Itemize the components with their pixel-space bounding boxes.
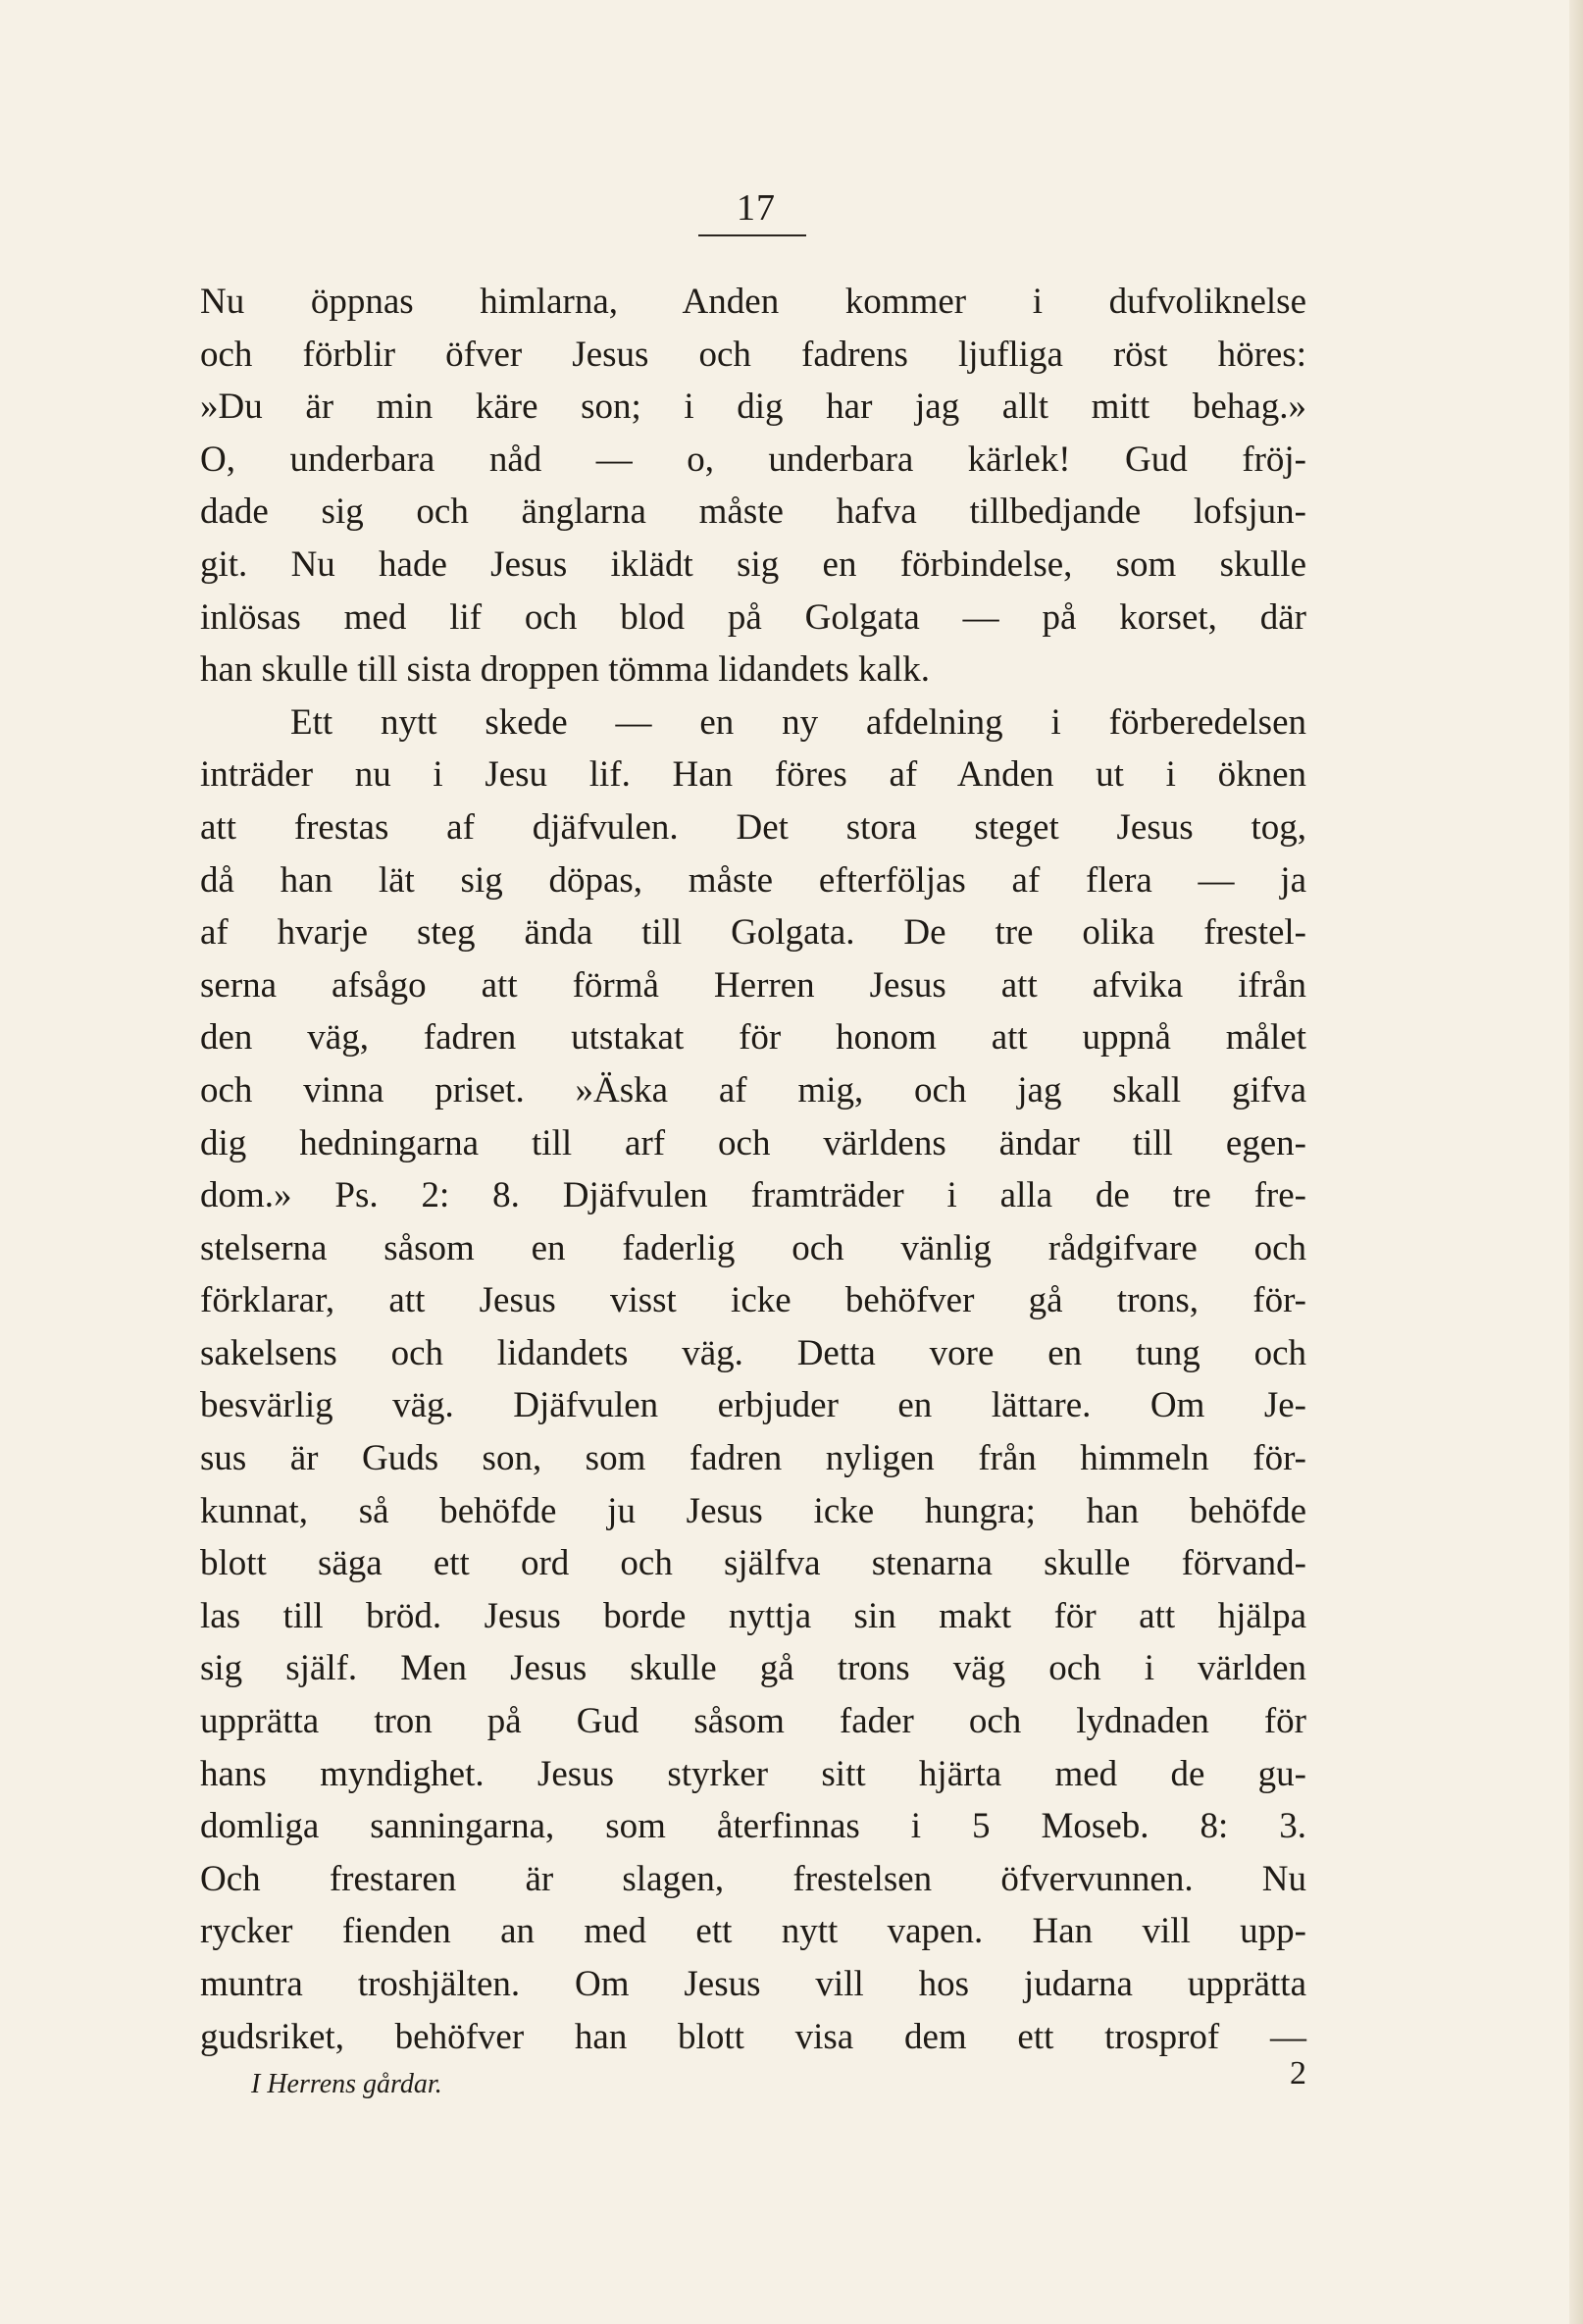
book-title-footer: I Herrens gårdar. bbox=[251, 2069, 442, 2099]
text-line: muntra troshjälten. Om Jesus vill hos judarna upprätta bbox=[200, 1964, 1306, 2004]
text-line: Ett nytt skede — en ny afdelning i förberedelsen bbox=[290, 701, 1306, 743]
text-line: domliga sanningarna, som återfinnas i 5 Moseb. 8: 3. bbox=[200, 1806, 1306, 1847]
signature-mark: 2 bbox=[1290, 2055, 1306, 2092]
page-number: 17 bbox=[737, 187, 776, 229]
text-line: »Du är min käre son; i dig har jag allt mitt behag.» bbox=[200, 387, 1306, 428]
text-line: sakelsens och lidandets väg. Detta vore en tung och bbox=[200, 1332, 1306, 1373]
text-line: hans myndighet. Jesus styrker sitt hjärta med de gu- bbox=[200, 1753, 1306, 1794]
text-line: gudsriket, behöfver han blott visa dem ett trosprof — bbox=[200, 2016, 1306, 2057]
text-line: inträder nu i Jesu lif. Han föres af Anden ut i öknen bbox=[200, 754, 1306, 796]
text-line: då han lät sig döpas, måste efterföljas af flera — ja bbox=[200, 859, 1306, 901]
page-footer bbox=[251, 2055, 1310, 2114]
text-line: inlösas med lif och blod på Golgata — på korset, där bbox=[200, 596, 1306, 638]
text-line: las till bröd. Jesus borde nyttja sin makt för att hjälpa bbox=[200, 1595, 1306, 1636]
text-line: upprätta tron på Gud såsom fader och lydnaden för bbox=[200, 1701, 1306, 1742]
text-line: Och frestaren är slagen, frestelsen öfvervunnen. Nu bbox=[200, 1858, 1306, 1899]
text-line: att frestas af djäfvulen. Det stora steget Jesus tog, bbox=[200, 806, 1306, 848]
body-text bbox=[200, 276, 1306, 2063]
text-line: förklarar, att Jesus visst icke behöfver gå trons, för- bbox=[200, 1280, 1306, 1321]
text-line: och vinna priset. »Äska af mig, och jag skall gifva bbox=[200, 1069, 1306, 1110]
text-line: O, underbara nåd — o, underbara kärlek! Gud fröj- bbox=[200, 439, 1306, 480]
text-line: dig hedningarna till arf och världens ändar till egen- bbox=[200, 1122, 1306, 1163]
text-line: Nu öppnas himlarna, Anden kommer i dufvoliknelse bbox=[200, 282, 1306, 322]
text-line: han skulle till sista droppen tömma lidandets kalk. bbox=[200, 649, 930, 691]
page-number-rule bbox=[698, 234, 806, 236]
text-line: sig själf. Men Jesus skulle gå trons väg och i världen bbox=[200, 1648, 1306, 1689]
text-line: kunnat, så behöfde ju Jesus icke hungra; han behöfde bbox=[200, 1490, 1306, 1531]
text-line: af hvarje steg ända till Golgata. De tre olika frestel- bbox=[200, 912, 1306, 954]
text-line: serna afsågo att förmå Herren Jesus att afvika ifrån bbox=[200, 964, 1306, 1006]
page-edge bbox=[1569, 0, 1583, 2324]
text-line: sus är Guds son, som fadren nyligen från himmeln för- bbox=[200, 1438, 1306, 1479]
text-line: och förblir öfver Jesus och fadrens ljufliga röst höres: bbox=[200, 334, 1306, 375]
text-line: stelserna såsom en faderlig och vänlig rådgifvare och bbox=[200, 1227, 1306, 1268]
text-line: git. Nu hade Jesus iklädt sig en förbindelse, som skulle bbox=[200, 543, 1306, 585]
text-line: rycker fienden an med ett nytt vapen. Han vill upp- bbox=[200, 1911, 1306, 1952]
text-line: blott säga ett ord och själfva stenarna skulle förvand- bbox=[200, 1543, 1306, 1584]
text-line: dom.» Ps. 2: 8. Djäfvulen framträder i alla de tre fre- bbox=[200, 1175, 1306, 1216]
text-line: besvärlig väg. Djäfvulen erbjuder en lättare. Om Je- bbox=[200, 1385, 1306, 1426]
text-line: den väg, fadren utstakat för honom att uppnå målet bbox=[200, 1017, 1306, 1059]
text-line: dade sig och änglarna måste hafva tillbedjande lofsjun- bbox=[200, 491, 1306, 533]
